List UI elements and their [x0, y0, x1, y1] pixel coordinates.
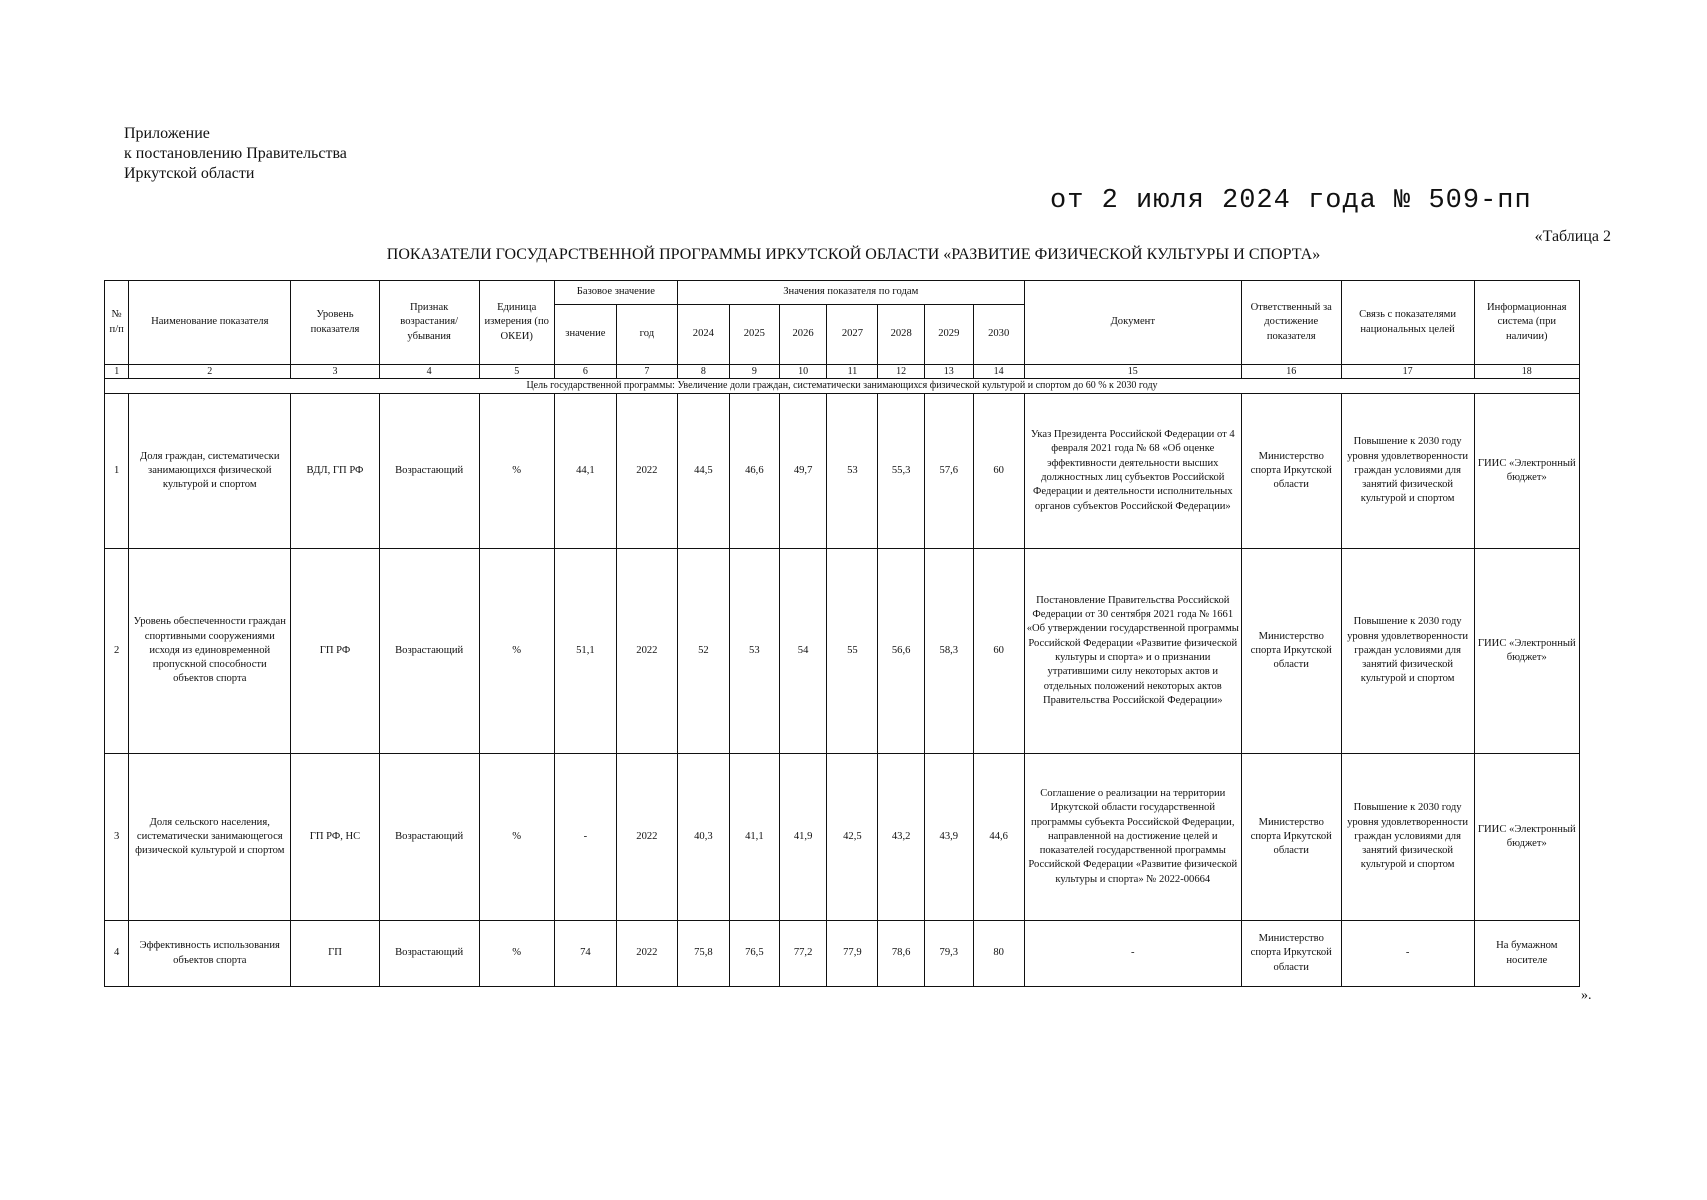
indicator-name: Доля граждан, систематически занимающихся физической культурой и спортом — [129, 394, 291, 549]
base-year: 2022 — [616, 394, 677, 549]
appendix-line-2: к постановлению Правительства — [124, 145, 347, 162]
indicator-responsible: Министерство спорта Иркутской области — [1241, 754, 1341, 921]
column-number: 13 — [924, 365, 973, 379]
value-2027: 53 — [827, 394, 878, 549]
header-base: Базовое значение — [554, 281, 677, 305]
indicator-unit: % — [479, 921, 554, 987]
value-2024: 40,3 — [677, 754, 729, 921]
header-year-2030: 2030 — [973, 305, 1024, 365]
value-2025: 53 — [729, 549, 779, 754]
indicator-responsible: Министерство спорта Иркутской области — [1241, 921, 1341, 987]
table-row — [105, 921, 1580, 987]
row-num: 3 — [105, 754, 129, 921]
column-number: 17 — [1341, 365, 1474, 379]
value-2026: 41,9 — [779, 754, 827, 921]
base-year: 2022 — [616, 754, 677, 921]
header-system: Информационная система (при наличии) — [1474, 281, 1579, 365]
value-2025: 76,5 — [729, 921, 779, 987]
column-number: 6 — [554, 365, 616, 379]
header-year-2024: 2024 — [677, 305, 729, 365]
indicator-responsible: Министерство спорта Иркутской области — [1241, 394, 1341, 549]
indicator-level: ГП — [291, 921, 380, 987]
indicator-trend: Возрастающий — [379, 754, 479, 921]
closing-quote: ». — [1581, 988, 1592, 1003]
column-number: 18 — [1474, 365, 1579, 379]
indicator-link: - — [1341, 921, 1474, 987]
indicator-responsible: Министерство спорта Иркутской области — [1241, 549, 1341, 754]
value-2030: 44,6 — [973, 754, 1024, 921]
indicator-level: ГП РФ — [291, 549, 380, 754]
value-2024: 75,8 — [677, 921, 729, 987]
indicator-name: Эффективность использования объектов спорта — [129, 921, 291, 987]
table-row — [105, 549, 1580, 754]
table-row — [105, 394, 1580, 549]
indicator-unit: % — [479, 549, 554, 754]
header-document: Документ — [1024, 281, 1241, 365]
column-number: 5 — [479, 365, 554, 379]
value-2027: 55 — [827, 549, 878, 754]
header-year-2028: 2028 — [878, 305, 925, 365]
row-num: 2 — [105, 549, 129, 754]
value-2025: 46,6 — [729, 394, 779, 549]
column-number: 10 — [779, 365, 827, 379]
value-2030: 60 — [973, 549, 1024, 754]
value-2030: 60 — [973, 394, 1024, 549]
indicator-unit: % — [479, 394, 554, 549]
page-title: ПОКАЗАТЕЛИ ГОСУДАРСТВЕННОЙ ПРОГРАММЫ ИРКУТСКОЙ ОБЛАСТИ «РАЗВИТИЕ ФИЗИЧЕСКОЙ КУЛЬТУРЫ И СПОРТА» — [386, 246, 1321, 263]
column-numbers-row — [105, 365, 1580, 379]
base-value: 44,1 — [554, 394, 616, 549]
column-number: 9 — [729, 365, 779, 379]
indicator-document: Указ Президента Российской Федерации от 4 февраля 2021 года № 68 «Об оценке эффективности деятельности высших должностных лиц субъектов Российской Федерации и деятельности исполнительных органов субъектов Российской Федерации» — [1024, 394, 1241, 549]
goal-row — [105, 379, 1580, 394]
indicator-link: Повышение к 2030 году уровня удовлетворенности граждан условиями для занятий физической культурой и спортом — [1341, 549, 1474, 754]
indicator-trend: Возрастающий — [379, 921, 479, 987]
value-2024: 52 — [677, 549, 729, 754]
table-row — [105, 754, 1580, 921]
indicator-document: Постановление Правительства Российской Федерации от 30 сентября 2021 года № 1661 «Об утверждении государственной программы Российской Федерации «Развитие физической культуры и спорта» и о признании утратившими силу некоторых актов и отдельных положений некоторых актов Правительства Российской Федерации» — [1024, 549, 1241, 754]
program-goal: Цель государственной программы: Увеличение доли граждан, систематически занимающихся физической культурой и спортом до 60 % к 2030 году — [105, 379, 1580, 394]
header-trend: Признак возрастания/ убывания — [379, 281, 479, 365]
indicator-name: Доля сельского населения, систематически занимающегося физической культурой и спортом — [129, 754, 291, 921]
appendix-line-3: Иркутской области — [124, 165, 255, 182]
column-number: 14 — [973, 365, 1024, 379]
value-2030: 80 — [973, 921, 1024, 987]
indicator-trend: Возрастающий — [379, 549, 479, 754]
indicators-table — [104, 280, 1580, 987]
value-2029: 79,3 — [924, 921, 973, 987]
header-name: Наименование показателя — [129, 281, 291, 365]
row-num: 4 — [105, 921, 129, 987]
value-2028: 43,2 — [878, 754, 925, 921]
column-number: 4 — [379, 365, 479, 379]
indicator-document: - — [1024, 921, 1241, 987]
indicator-link: Повышение к 2030 году уровня удовлетворенности граждан условиями для занятий физической культурой и спортом — [1341, 394, 1474, 549]
indicator-trend: Возрастающий — [379, 394, 479, 549]
indicator-level: ГП РФ, НС — [291, 754, 380, 921]
appendix-block — [124, 124, 347, 184]
column-number: 15 — [1024, 365, 1241, 379]
base-value: - — [554, 754, 616, 921]
header-year-2025: 2025 — [729, 305, 779, 365]
header-link: Связь с показателями национальных целей — [1341, 281, 1474, 365]
value-2027: 77,9 — [827, 921, 878, 987]
value-2029: 58,3 — [924, 549, 973, 754]
column-number: 16 — [1241, 365, 1341, 379]
header-num: № п/п — [105, 281, 129, 365]
base-value: 51,1 — [554, 549, 616, 754]
indicator-unit: % — [479, 754, 554, 921]
column-number: 7 — [616, 365, 677, 379]
base-year: 2022 — [616, 549, 677, 754]
value-2026: 49,7 — [779, 394, 827, 549]
header-responsible: Ответственный за достижение показателя — [1241, 281, 1341, 365]
base-year: 2022 — [616, 921, 677, 987]
header-level: Уровень показателя — [291, 281, 380, 365]
indicator-link: Повышение к 2030 году уровня удовлетворенности граждан условиями для занятий физической культурой и спортом — [1341, 754, 1474, 921]
value-2029: 43,9 — [924, 754, 973, 921]
decree-stamp: от 2 июля 2024 года № 509-пп — [1050, 186, 1532, 216]
indicator-document: Соглашение о реализации на территории Иркутской области государственной программы субъекта Российской Федерации, направленной на достижение целей и показателей государственной программы Российской Федерации «Развитие физической культуры и спорта» № 2022-00664 — [1024, 754, 1241, 921]
column-number: 12 — [878, 365, 925, 379]
header-years-group: Значения показателя по годам — [677, 281, 1024, 305]
value-2028: 78,6 — [878, 921, 925, 987]
indicator-system: На бумажном носителе — [1474, 921, 1579, 987]
header-unit: Единица измерения (по ОКЕИ) — [479, 281, 554, 365]
base-value: 74 — [554, 921, 616, 987]
value-2025: 41,1 — [729, 754, 779, 921]
row-num: 1 — [105, 394, 129, 549]
value-2029: 57,6 — [924, 394, 973, 549]
header-year-2029: 2029 — [924, 305, 973, 365]
value-2024: 44,5 — [677, 394, 729, 549]
value-2028: 55,3 — [878, 394, 925, 549]
column-number: 1 — [105, 365, 129, 379]
indicator-name: Уровень обеспеченности граждан спортивными сооружениями исходя из единовременной пропускной способности объектов спорта — [129, 549, 291, 754]
indicator-system: ГИИС «Электронный бюджет» — [1474, 394, 1579, 549]
table-label: «Таблица 2 — [1534, 228, 1611, 245]
column-number: 2 — [129, 365, 291, 379]
value-2026: 77,2 — [779, 921, 827, 987]
column-number: 3 — [291, 365, 380, 379]
indicator-level: ВДЛ, ГП РФ — [291, 394, 380, 549]
indicator-system: ГИИС «Электронный бюджет» — [1474, 549, 1579, 754]
column-number: 8 — [677, 365, 729, 379]
header-year-2026: 2026 — [779, 305, 827, 365]
indicator-system: ГИИС «Электронный бюджет» — [1474, 754, 1579, 921]
header-year-2027: 2027 — [827, 305, 878, 365]
header-base-value: значение — [554, 305, 616, 365]
value-2027: 42,5 — [827, 754, 878, 921]
value-2026: 54 — [779, 549, 827, 754]
value-2028: 56,6 — [878, 549, 925, 754]
appendix-line-1: Приложение — [124, 125, 210, 142]
header-base-year: год — [616, 305, 677, 365]
column-number: 11 — [827, 365, 878, 379]
